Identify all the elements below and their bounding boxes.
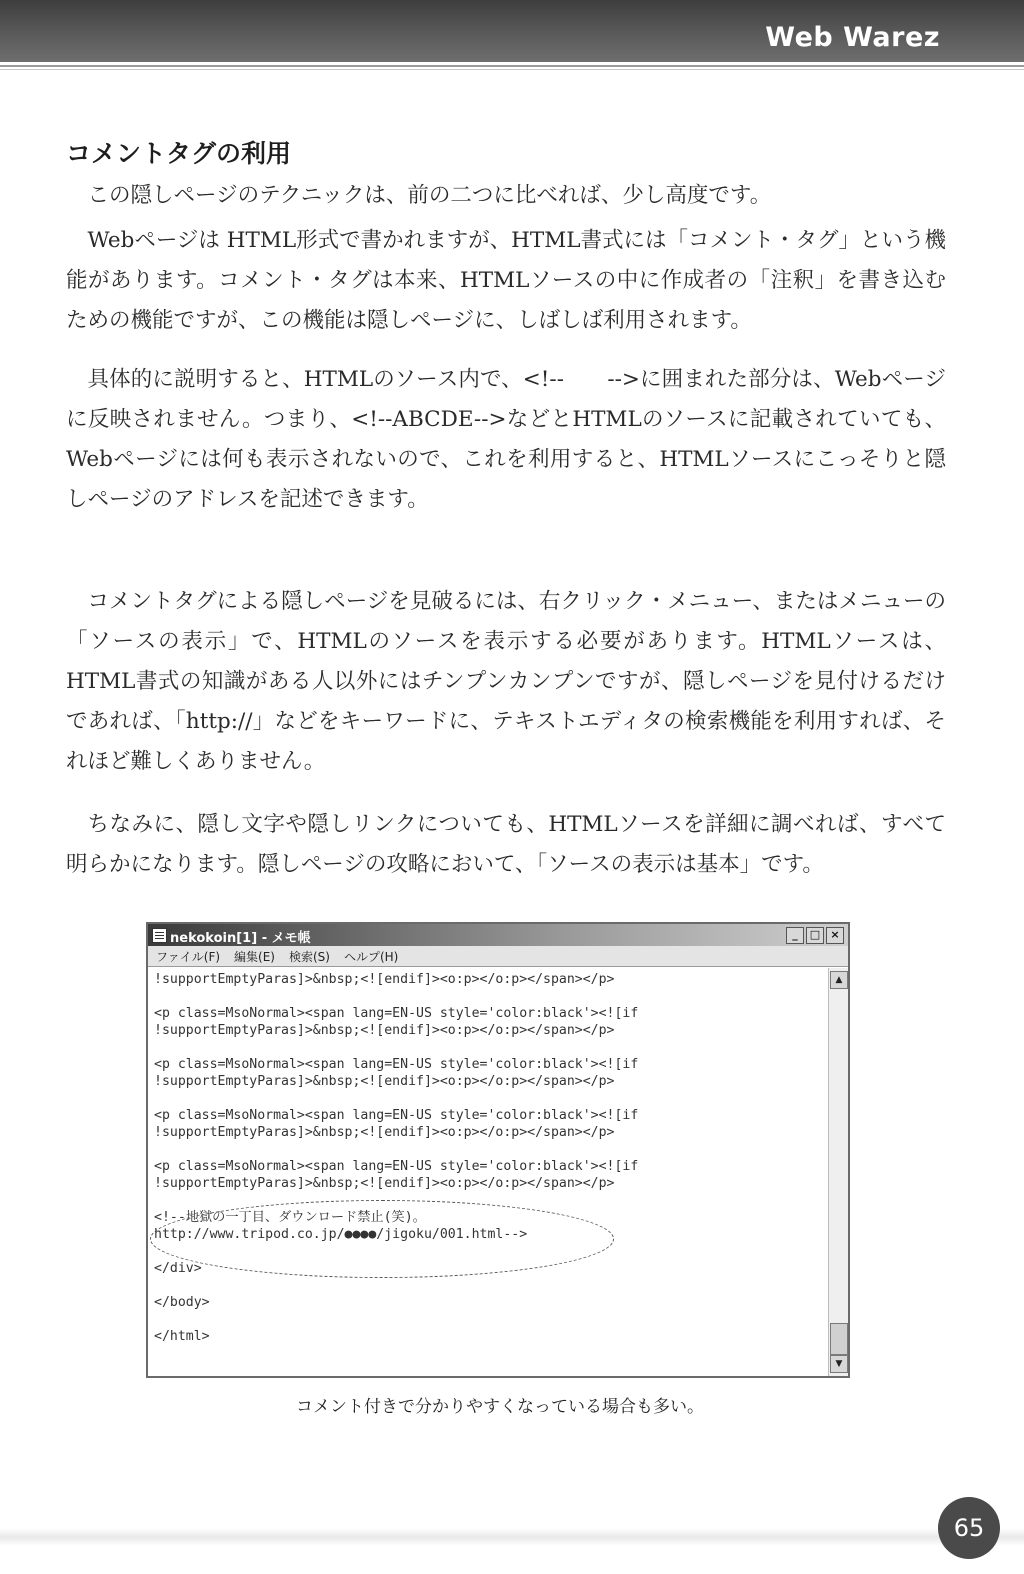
- header-title: Web Warez: [765, 22, 940, 53]
- code-line: </body>: [154, 1295, 210, 1310]
- footer-band: [0, 1528, 1024, 1546]
- menu-help[interactable]: ヘルプ(H): [343, 949, 399, 964]
- code-line: !supportEmptyParas]>&nbsp;<![endif]><o:p></o:p></span></p>: [154, 1125, 615, 1140]
- code-line: !supportEmptyParas]>&nbsp;<![endif]><o:p></o:p></span></p>: [154, 1023, 615, 1038]
- code-line: <p class=MsoNormal><span lang=EN-US style='color:black'><![if: [154, 1006, 639, 1021]
- code-line: [154, 1311, 822, 1328]
- window-controls: [786, 927, 844, 944]
- vertical-scrollbar[interactable]: [828, 968, 848, 1376]
- window-title: nekokoin[1] - メモ帳: [170, 931, 311, 946]
- code-line: [154, 1141, 822, 1158]
- figure-caption: コメント付きで分かりやすくなっている場合も多い。: [296, 1397, 704, 1417]
- highlight-circle: [150, 1200, 614, 1278]
- header-rule: [0, 65, 1024, 67]
- code-line: <p class=MsoNormal><span lang=EN-US style='color:black'><![if: [154, 1057, 639, 1072]
- menu-search[interactable]: 検索(S): [288, 949, 330, 964]
- menu-file[interactable]: ファイル(F): [156, 949, 221, 964]
- header-rule-thin: [0, 69, 1024, 70]
- code-line: <p class=MsoNormal><span lang=EN-US style='color:black'><![if: [154, 1108, 639, 1123]
- body-paragraph-5: ちなみに、隠し文字や隠しリンクについても、HTMLソースを詳細に調べれば、すべて明らかになります。隠しページの攻略において、「ソースの表示は基本」です。: [66, 812, 946, 877]
- code-line: !supportEmptyParas]>&nbsp;<![endif]><o:p></o:p></span></p>: [154, 1074, 615, 1089]
- menu-bar: [148, 946, 848, 967]
- code-line: <!--地獄の一丁目、ダウンロード禁止(笑)。: [154, 1210, 426, 1225]
- minimize-button[interactable]: _: [786, 927, 804, 944]
- body-paragraph-2: Webページは HTML形式で書かれますが、HTML書式には「コメント・タグ」という機能があります。コメント・タグは本来、HTMLソースの中に作成者の「注釈」を書き込むための機能ですが、この機能は隠しページに、しばしば利用されます。: [66, 228, 947, 333]
- page-header: [0, 0, 1024, 62]
- code-line: !supportEmptyParas]>&nbsp;<![endif]><o:p></o:p></span></p>: [154, 1176, 615, 1191]
- maximize-button[interactable]: □: [806, 927, 824, 944]
- body-paragraph-4: コメントタグによる隠しページを見破るには、右クリック・メニュー、またはメニューの「ソースの表示」で、HTMLのソースを表示する必要があります。HTMLソースは、HTML書式の知識がある人以外にはチンプンカンプンですが、隠しページを見付けるだけであれば、「http://」などをキーワードに、テキストエディタの検索機能を利用すれば、それほど難しくありません。: [66, 589, 946, 774]
- page-number: 65: [938, 1497, 1000, 1559]
- code-line: http://www.tripod.co.jp/●●●●/jigoku/001.html-->: [154, 1227, 528, 1242]
- window-titlebar: [148, 924, 848, 946]
- body-paragraph-1: この隠しページのテクニックは、前の二つに比べれば、少し高度です。: [87, 183, 772, 208]
- text-editor-area[interactable]: [148, 968, 828, 1376]
- notepad-icon: [152, 928, 167, 943]
- code-line: [154, 1277, 822, 1294]
- code-line: </html>: [154, 1329, 210, 1344]
- menu-edit[interactable]: 編集(E): [234, 949, 275, 964]
- scroll-up-arrow-icon[interactable]: ▲: [830, 971, 848, 989]
- code-line: <p class=MsoNormal><span lang=EN-US style='color:black'><![if: [154, 1159, 639, 1174]
- section-title: コメントタグの利用: [66, 139, 292, 168]
- notepad-screenshot-figure: [146, 922, 850, 1378]
- code-line: [154, 988, 822, 1005]
- code-line: [154, 1039, 822, 1056]
- code-line: !supportEmptyParas]>&nbsp;<![endif]><o:p></o:p></span></p>: [154, 972, 615, 987]
- body-paragraph-3: 具体的に説明すると、HTMLのソース内で、<!-- -->に囲まれた部分は、Webページに反映されません。つまり、<!--ABCDE-->などとHTMLのソースに記載されていても、Webページには何も表示されないので、これを利用すると、HTMLソースにこっそりと隠しページのアドレスを記述できます。: [66, 367, 946, 512]
- code-line: </div>: [154, 1261, 202, 1276]
- code-line: [154, 1090, 822, 1107]
- scroll-thumb[interactable]: [830, 1323, 848, 1355]
- close-button[interactable]: ×: [826, 927, 844, 944]
- scroll-down-arrow-icon[interactable]: ▼: [830, 1355, 848, 1373]
